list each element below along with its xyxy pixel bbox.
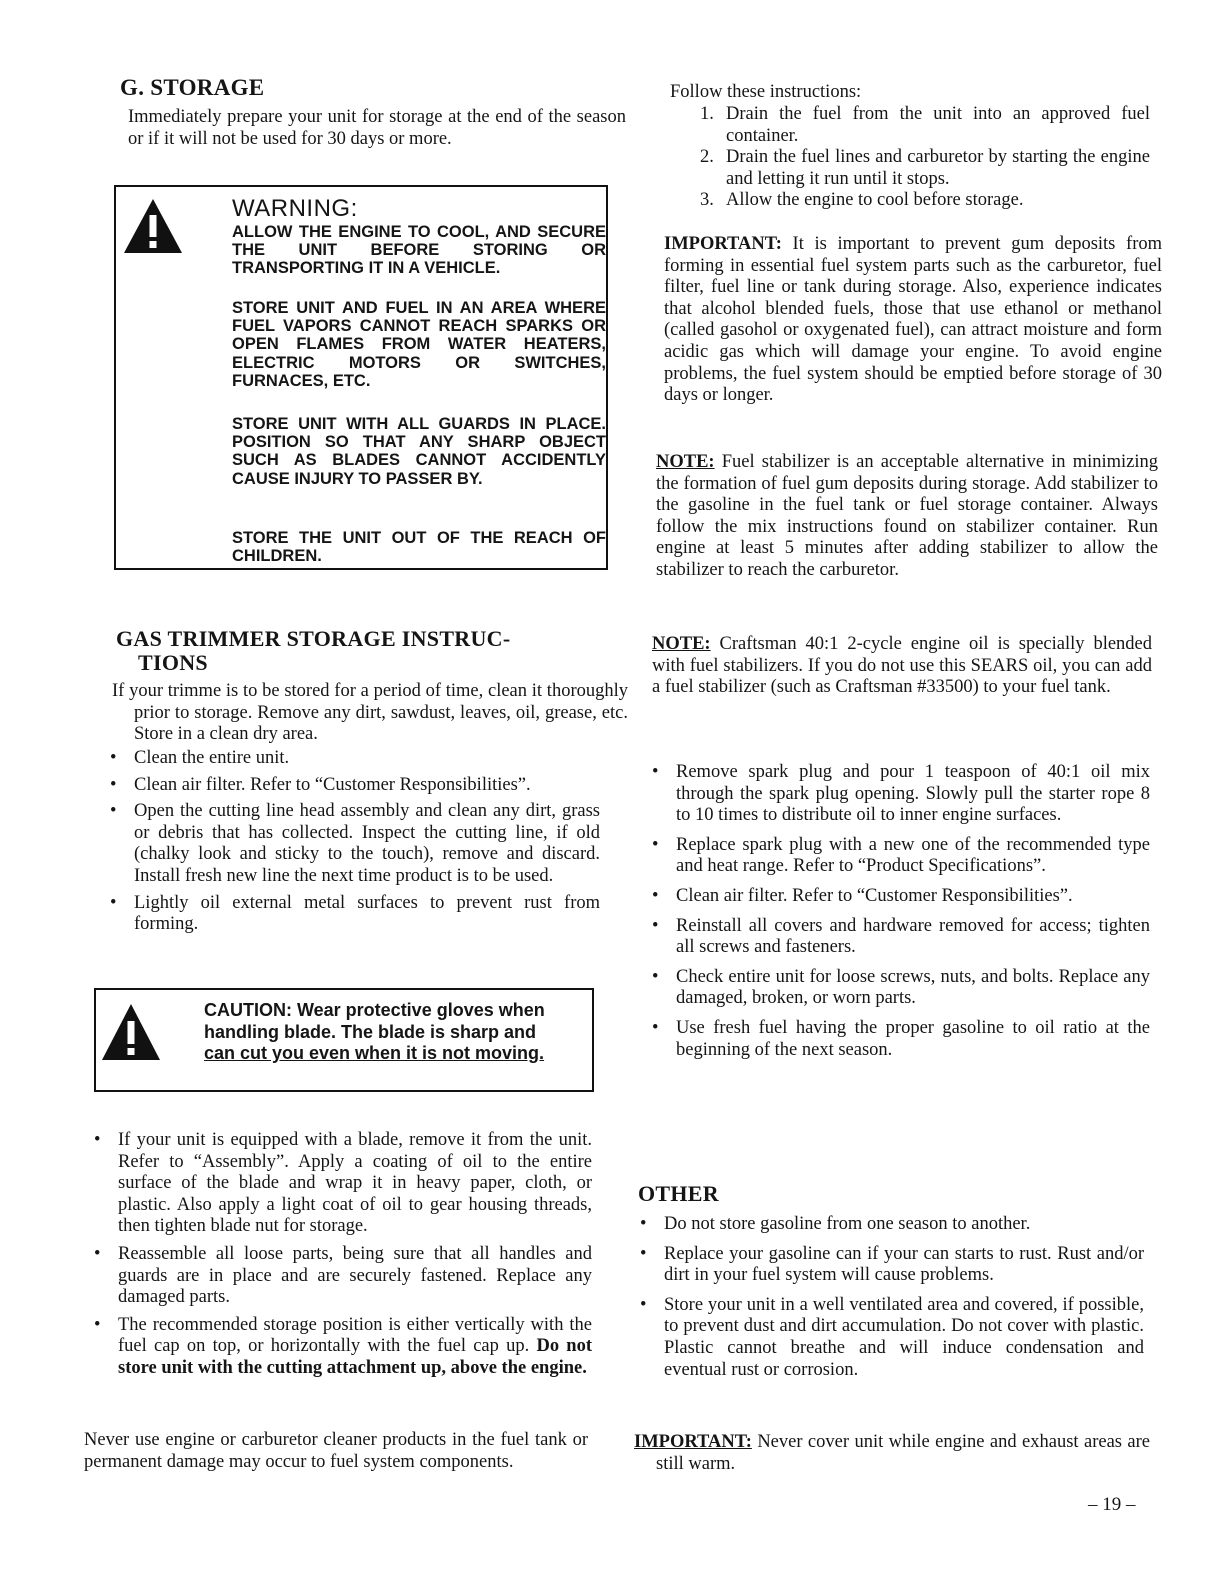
heading-line: GAS TRIMMER STORAGE INSTRUC- — [116, 626, 511, 651]
warning-paragraph: STORE THE UNIT OUT OF THE REACH OF CHILDREN. — [232, 529, 606, 566]
warning-triangle-icon — [100, 1002, 162, 1062]
never-use-note: Never use engine or carburetor cleaner products in the fuel tank or permanent damage may occur to fuel system components. — [84, 1430, 588, 1472]
list-item: 1. Drain the fuel from the unit into an approved fuel container. — [700, 104, 1150, 146]
gas-trimmer-intro: If your trimme is to be stored for a period of time, clean it thoroughly prior to storage. Remove any dirt, sawdust, leaves, oil, grease, etc. Store in a clean dry area. — [112, 681, 628, 745]
list-item: • Reinstall all covers and hardware removed for access; tighten all screws and fasteners. — [652, 915, 1150, 958]
list-item: • The recommended storage position is either vertically with the fuel cap on top, or horizontally with the fuel cap up. Do not store unit with the cutting attachment up, above the engine. — [94, 1314, 592, 1378]
page-number: – 19 – — [1088, 1494, 1136, 1515]
caution-text: CAUTION: Wear protective gloves when handling blade. The blade is sharp and can cut you even when it is not moving. — [204, 1000, 545, 1063]
warning-paragraph: STORE UNIT WITH ALL GUARDS IN PLACE. POSITION SO THAT ANY SHARP OBJECT SUCH AS BLADES CANNOT ACCIDENTLY CAUSE INJURY TO PASSER BY. — [232, 415, 606, 488]
list-item: • Check entire unit for loose screws, nuts, and bolts. Replace any damaged, broken, or worn parts. — [652, 966, 1150, 1009]
list-item: • Do not store gasoline from one season to another. — [640, 1214, 1031, 1234]
bold-warning: Do not store unit with the cutting attachment up, above the engine. — [118, 1336, 592, 1378]
list-item: • Lightly oil external metal surfaces to prevent rust from forming. — [110, 892, 600, 935]
storage-intro: Immediately prepare your unit for storage at the end of the season or if it will not be used for 30 days or more. — [128, 107, 626, 149]
list-item: • If your unit is equipped with a blade, remove it from the unit. Refer to “Assembly”. Apply a coating of oil to the entire surface of the blade and wrap it in heavy paper, cloth, or plastic. Also apply a light coat of oil to gear housing threads, then tighten blade nut for storage. — [94, 1130, 592, 1237]
gas-trimmer-bullets — [110, 748, 600, 936]
fuel-stabilizer-note: NOTE: Fuel stabilizer is an acceptable alternative in minimizing the formation of fuel gum deposits during storage. Add stabilizer to the gasoline in the fuel tank or fuel storage container. Always follow the mix instructions found on stabilizer container. Run engine at least 5 minutes after adding stabilizer to allow the stabilizer to reach the carburetor. — [656, 452, 1159, 580]
important-note: IMPORTANT: It is important to prevent gum deposits from forming in essential fuel system parts such as the carburetor, fuel filter, fuel line or tank during storage. Also, experience indicates that alcohol blended fuels, those that use ethanol or methanol (called gasohol or oxygenated fuel), can attract moisture and form acidic gas which will damage your engine. To avoid engine problems, the fuel system should be emptied before storage of 30 days or longer. — [664, 234, 1162, 406]
other-heading: OTHER — [638, 1181, 719, 1206]
list-item: • Use fresh fuel having the proper gasoline to oil ratio at the beginning of the next season. — [652, 1017, 1150, 1060]
important-label: IMPORTANT: — [634, 1432, 752, 1452]
warning-paragraph: ALLOW THE ENGINE TO COOL, AND SECURE THE UNIT BEFORE STORING OR TRANSPORTING IT IN A VEHICLE. — [232, 223, 606, 278]
right-bullets — [652, 762, 1150, 1061]
note-label: NOTE: — [652, 634, 711, 654]
list-item: 3. Allow the engine to cool before storage. — [700, 190, 1024, 211]
list-item: • Store your unit in a well ventilated area and covered, if possible, to prevent dust and dirt accumulation. Do not cover with plastic. Plastic cannot breathe and will induce condensation and eventual rust or corrosion. — [640, 1294, 1144, 1380]
list-item: 2. Drain the fuel lines and carburetor by starting the engine and letting it run until it stops. — [700, 147, 1150, 189]
list-item: • Replace spark plug with a new one of the recommended type and heat range. Refer to “Product Specifications”. — [652, 834, 1150, 877]
important-label: IMPORTANT: — [664, 234, 782, 254]
warning-box — [114, 185, 608, 570]
caution-box — [94, 988, 594, 1092]
oil-note: NOTE: Craftsman 40:1 2-cycle engine oil is specially blended with fuel stabilizers. If you do not use this SEARS oil, you can add a fuel stabilizer (such as Craftsman #33500) to your fuel tank. — [652, 634, 1153, 698]
heading-line: TIONS — [138, 650, 208, 675]
storage-heading: G. STORAGE — [120, 75, 265, 100]
warning-title: WARNING: — [232, 195, 358, 222]
list-item: • Reassemble all loose parts, being sure that all handles and guards are in place and are securely fastened. Replace any damaged parts. — [94, 1243, 592, 1308]
list-item: • Clean air filter. Refer to “Customer Responsibilities”. — [652, 885, 1073, 906]
gas-trimmer-heading — [116, 627, 511, 675]
follow-instructions-lead: Follow these instructions: — [670, 82, 862, 102]
list-item: • Remove spark plug and pour 1 teaspoon of 40:1 oil mix through the spark plug opening. Slowly pull the starter rope 8 to 10 times to distribute oil to inner engine surfaces. — [652, 762, 1150, 826]
blade-bullets — [94, 1130, 592, 1380]
warning-triangle-icon — [122, 197, 184, 255]
list-item: • Open the cutting line head assembly and clean any dirt, grass or debris that has collected. Inspect the cutting line, if old (chalky look and sticky to the touch), remove and discard. Install fresh new line the next time product is to be used. — [110, 801, 600, 886]
list-item: • Replace your gasoline can if your can starts to rust. Rust and/or dirt in your fuel system will cause problems. — [640, 1243, 1144, 1286]
list-item: • Clean the entire unit. — [110, 748, 290, 768]
warning-paragraph: STORE UNIT AND FUEL IN AN AREA WHERE FUEL VAPORS CANNOT REACH SPARKS OR OPEN FLAMES FROM WATER HEATERS, ELECTRIC MOTORS OR SWITCHES, FURNACES, ETC. — [232, 299, 606, 390]
important-warm-note: IMPORTANT: Never cover unit while engine and exhaust areas are still warm. — [634, 1432, 1150, 1474]
note-label: NOTE: — [656, 452, 715, 472]
other-bullets — [640, 1214, 1144, 1381]
list-item: • Clean air filter. Refer to “Customer Responsibilities”. — [110, 774, 531, 795]
numbered-list — [670, 104, 1150, 212]
